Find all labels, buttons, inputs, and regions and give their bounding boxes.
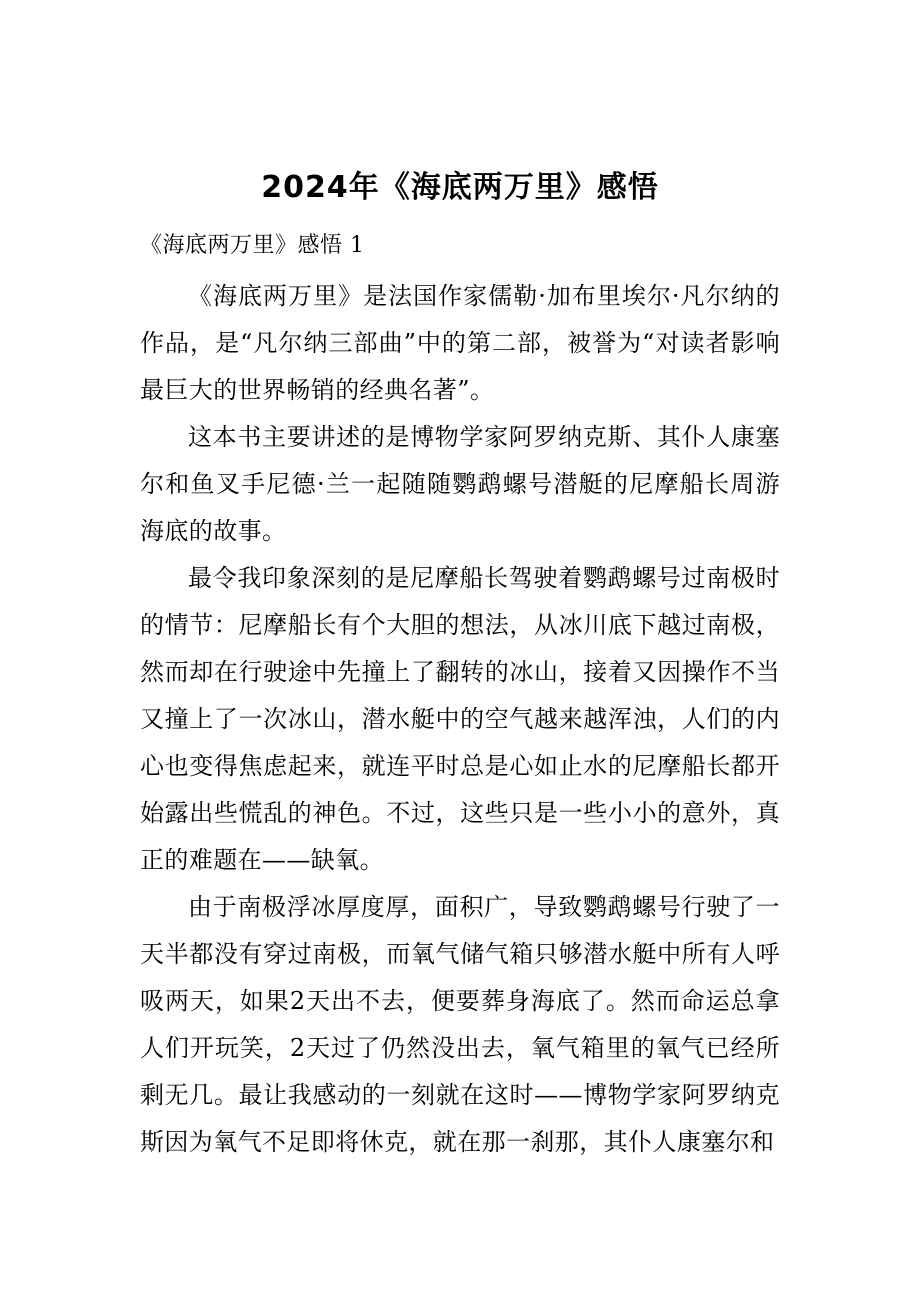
paragraph-intro: 《海底两万里》是法国作家儒勒·加布里埃尔·凡尔纳的作品，是“凡尔纳三部曲”中的第二部，被誉为“对读者影响最巨大的世界畅销的经典名著”。 [140, 282, 780, 404]
paragraph-south-pole: 最令我印象深刻的是尼摩船长驾驶着鹦鹉螺号过南极时的情节：尼摩船长有个大胆的想法，从冰川底下越过南极，然而却在行驶途中先撞上了翻转的冰山，接着又因操作不当又撞上了一次冰山，潜水艇中的空气越来越浑浊，人们的内心也变得焦虑起来，就连平时总是心如止水的尼摩船长都开始露出些慌乱的神色。不过，这些只是一些小小的意外，真正的难题在——缺氧。 [140, 564, 780, 874]
paragraph-oxygen: 由于南极浮冰厚度厚，面积广，导致鹦鹉螺号行驶了一天半都没有穿过南极，而氧气储气箱只够潜水艇中所有人呼吸两天，如果2天出不去，便要葬身海底了。然而命运总拿人们开玩笑，2天过了仍然没出去，氧气箱里的氧气已经所剩无几。最让我感动的一刻就在这时——博物学家阿罗纳克斯因为氧气不足即将休克，就在那一刹那，其仆人康塞尔和 [140, 893, 780, 1156]
document-body [140, 226, 780, 1166]
paragraph-summary: 这本书主要讲述的是博物学家阿罗纳克斯、其仆人康塞尔和鱼叉手尼德·兰一起随随鹦鹉螺号潜艇的尼摩船长周游海底的故事。 [140, 423, 780, 545]
section-heading: 《海底两万里》感悟 1 [140, 233, 365, 258]
document-title: 2024年《海底两万里》感悟 [261, 170, 659, 206]
